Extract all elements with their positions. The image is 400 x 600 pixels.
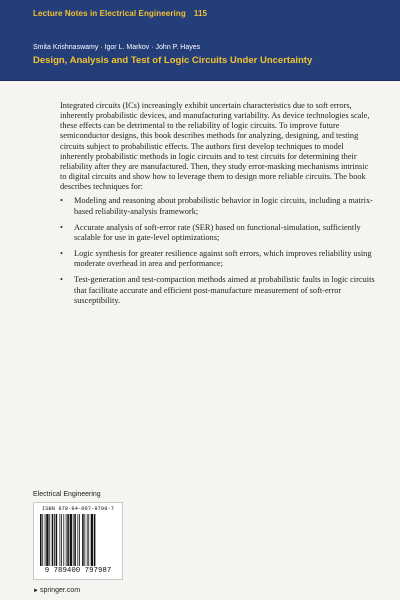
list-item-text: Logic synthesis for greater resilience against soft errors, which improves reliability using moderate overhead in area and performance; [74,249,372,269]
bullet-icon: • [60,196,63,206]
technique-list [60,196,376,305]
arrow-right-icon: ► [33,588,39,594]
bullet-icon: • [60,275,63,285]
subject-category: Electrical Engineering [33,491,101,498]
series-number: 115 [193,9,208,18]
cover-header-band [0,0,400,81]
barcode-digits: 9 789400 797987 [44,567,112,575]
publisher-link[interactable] [33,587,80,594]
book-description [60,101,376,312]
description-paragraph: Integrated circuits (ICs) increasingly exhibit uncertain characteristics due to soft errors, inherently probabilistic devices, and manufacturing variability. As device technologies scale, these effects can be detrimental to the reliability of logic circuits. To improve future semiconductor designs, this book describes methods for analyzing, designing, and testing circuits subject to probabilistic effects. The authors first develop techniques to model inherently probabilistic methods in logic circuits and to test circuits for determining their reliability after they are manufactured. Then, they study error-masking mechanisms intrinsic to digital circuits and show how to leverage them to design more reliable circuits. The book describes techniques for: [60,101,370,192]
isbn-label: ISBN 978-94-007-9798-7 [41,506,115,512]
bullet-icon: • [60,249,63,259]
list-item-text: Modeling and reasoning about probabilistic behavior in logic circuits, including a matrix-based reliability-analysis framework; [74,196,373,216]
list-item [60,196,376,216]
list-item [60,249,376,269]
publisher-url: springer.com [39,587,81,594]
list-item-text: Accurate analysis of soft-error rate (SER) based on functional-simulation, sufficiently scalable for use in gate-level optimizations; [74,222,361,242]
list-item [60,223,376,243]
book-title: Design, Analysis and Test of Logic Circuits Under Uncertainty [33,55,313,66]
bullet-icon: • [60,222,63,232]
series-name: Lecture Notes in Electrical Engineering [33,9,186,18]
barcode-icon [40,514,116,566]
book-authors: Smita Krishnaswamy · Igor L. Markov · John P. Hayes [33,44,201,51]
list-item [60,275,376,305]
series-line [33,9,207,18]
isbn-barcode [33,502,123,580]
list-item-text: Test-generation and test-compaction methods aimed at probabilistic faults in logic circuits that facilitate accurate and efficient post-manufacture measurement of soft-error susceptibility. [74,275,375,305]
